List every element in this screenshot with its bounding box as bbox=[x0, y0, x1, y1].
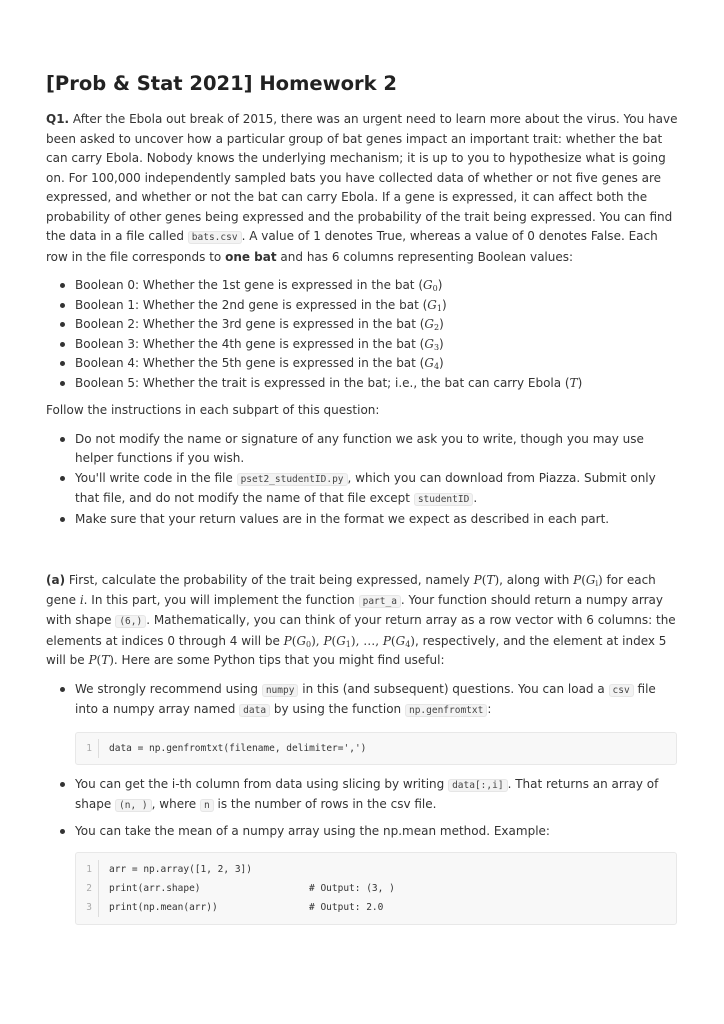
code-block-1 bbox=[75, 732, 677, 765]
math-p-gi: $P(G_i)$ bbox=[573, 573, 603, 588]
list-item: Do not modify the name or signature of any function we ask you to write, though you may use helper functions if you wish. bbox=[46, 430, 678, 469]
student-id-code: studentID bbox=[414, 493, 473, 506]
math-sequence: $P(G_0)$, $P(G_1)$, …, $P(G_4)$ bbox=[283, 633, 415, 649]
list-item: You'll write code in the file pset2_studentID.py , which you can download from Piazza. Submit only that file, and do not modify the name of that file except studentID . bbox=[46, 469, 678, 510]
shape-n-code: (n, ) bbox=[115, 799, 152, 812]
homework-page bbox=[46, 72, 678, 925]
code-line: 1 arr = np.array([1, 2, 3]) bbox=[76, 860, 676, 879]
tips-list bbox=[46, 680, 678, 721]
data-code: data bbox=[239, 704, 270, 717]
math-p-t: P(T) bbox=[473, 573, 500, 587]
numpy-code: numpy bbox=[262, 684, 299, 697]
q1-text-1: After the Ebola out break of 2015, there was an urgent need to learn more about the virus. You have been asked to uncover how a particular group of bat genes impact an important trait: whether the bat can carry Ebola. Nobody knows the underlying mechanism; it is up to you to hypothesize what is going on. For 100,000 independently sampled bats you have collected data of whether or not five genes are expressed, and whether or not the bat can carry Ebola. If a gene is expressed, it can affect both the probability of other genes being expressed and the probability of the trait being expressed. You can find the data in a file called bbox=[46, 112, 678, 243]
part-a-function-code: part_a bbox=[359, 595, 401, 608]
student-file-code: pset2_studentID.py bbox=[237, 473, 348, 486]
code-line: 3 print(np.mean(arr)) # Output: 2.0 bbox=[76, 898, 676, 917]
q1-text-3: and has 6 columns representing Boolean values: bbox=[276, 249, 574, 264]
part-a-label: (a) bbox=[46, 573, 66, 587]
csv-code: csv bbox=[609, 684, 634, 697]
code-line: 1 data = np.genfromtxt(filename, delimiter=',') bbox=[76, 739, 676, 758]
question-label: Q1. bbox=[46, 112, 70, 126]
n-code: n bbox=[200, 799, 214, 812]
q1-text-2: . A value of 1 denotes True, whereas a value of 0 denotes False. Each row in the file corresponds to bbox=[46, 229, 658, 264]
instruction-list bbox=[46, 430, 678, 530]
tips-list-2 bbox=[46, 775, 678, 842]
genfromtxt-code: np.genfromtxt bbox=[405, 704, 487, 717]
page-title: [Prob & Stat 2021] Homework 2 bbox=[46, 72, 397, 95]
list-item: You can get the i-th column from data using slicing by writing data[:,i] . That returns an array of shape (n, ) , where n is the number of rows in the csv file. bbox=[46, 775, 678, 816]
list-item: Boolean 3: Whether the 4th gene is expressed in the bat $(G_3)$ bbox=[46, 335, 678, 355]
code-block-2 bbox=[75, 852, 677, 925]
list-item: We strongly recommend using numpy in this (and subsequent) questions. You can load a csv file into a numpy array named data by using the function np.genfromtxt : bbox=[46, 680, 678, 721]
list-item: You can take the mean of a numpy array using the np.mean method. Example: bbox=[46, 822, 678, 842]
list-item: Boolean 0: Whether the 1st gene is expressed in the bat $(G_0)$ bbox=[46, 276, 678, 296]
filename-code: bats.csv bbox=[188, 231, 242, 244]
slicing-code: data[:,i] bbox=[448, 779, 507, 792]
math-p-t-2: P(T) bbox=[88, 653, 114, 667]
question-1-text bbox=[46, 110, 678, 267]
shape-code: (6,) bbox=[115, 615, 146, 628]
follow-instructions: Follow the instructions in each subpart of this question: bbox=[46, 403, 380, 417]
list-item: Boolean 2: Whether the 3rd gene is expressed in the bat $(G_2)$ bbox=[46, 315, 678, 335]
math-i: i bbox=[79, 592, 84, 607]
part-a-text: (a) First, calculate the probability of the trait being expressed, namely P(T), along with $P(G_i)$ for each gene i. In this part, you will implement the function part_a . Your function should return a numpy array with shape (6,) . Mathematically, you can think of your return array as a row vector with 6 columns: the elements at indices 0 through 4 will be $P(G_0)$, $P(G_1)$, …, $P(G_4)$, respectively, and the element at index 5 will be P(T). Here are some Python tips that you might find useful: bbox=[46, 573, 676, 667]
list-item: Boolean 5: Whether the trait is expressed in the bat; i.e., the bat can carry Ebola (T) bbox=[46, 374, 678, 394]
list-item: Make sure that your return values are in the format we expect as described in each part. bbox=[46, 510, 678, 530]
boolean-list bbox=[46, 276, 678, 393]
list-item: Boolean 4: Whether the 5th gene is expressed in the bat $(G_4)$ bbox=[46, 354, 678, 374]
bold-one-bat: one bat bbox=[225, 249, 277, 264]
code-line: 2 print(arr.shape) # Output: (3, ) bbox=[76, 879, 676, 898]
list-item: Boolean 1: Whether the 2nd gene is expressed in the bat $(G_1)$ bbox=[46, 296, 678, 316]
